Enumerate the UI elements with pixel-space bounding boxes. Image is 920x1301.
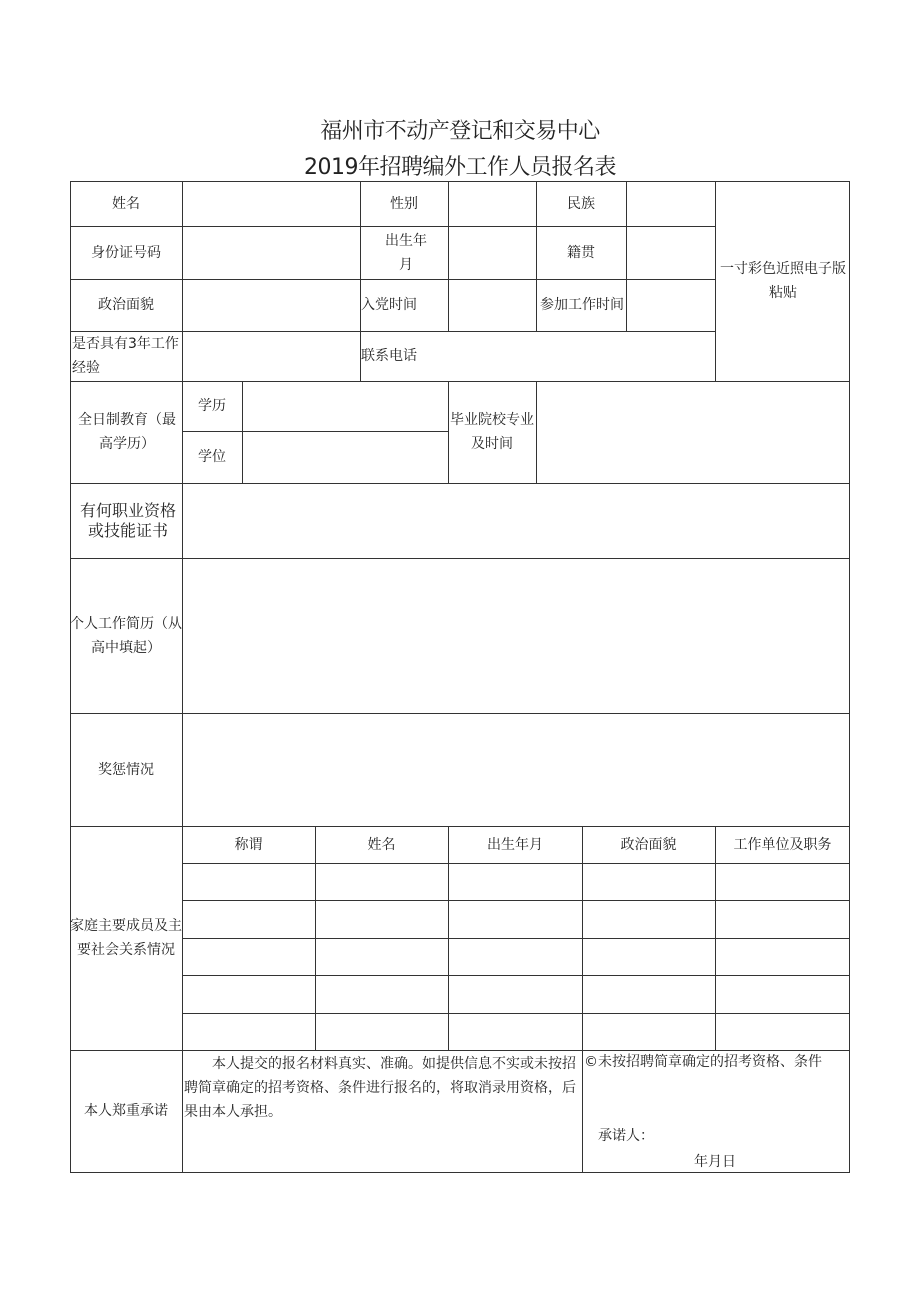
- political-status-field[interactable]: [183, 280, 360, 331]
- family-row[interactable]: [183, 901, 849, 938]
- family-header-birth: 出生年月: [487, 836, 543, 853]
- gender-label: 性别: [390, 195, 418, 212]
- ethnicity-field[interactable]: [627, 182, 715, 226]
- pledge-label: 本人郑重承诺: [84, 1103, 168, 1119]
- resume-field[interactable]: [183, 559, 849, 713]
- degree-field[interactable]: [243, 432, 448, 483]
- certificates-label: 有何职业资格或技能证书: [79, 500, 176, 540]
- pledge-text: 本人提交的报名材料真实、准确。如提供信息不实或未按招聘简章确定的招考资格、条件进行报名的，将取消录用资格，后果由本人承担。: [184, 1056, 576, 1120]
- registration-form: [70, 181, 850, 1173]
- family-header-name: 姓名: [367, 836, 396, 853]
- school-major-time-label: 毕业院校专业及时间: [450, 412, 534, 452]
- family-header-relation: 称谓: [234, 836, 263, 853]
- family-row[interactable]: [183, 939, 849, 975]
- family-header-employer: 工作单位及职务: [733, 836, 832, 853]
- degree-level-label: 学历: [198, 398, 226, 414]
- awards-label: 奖惩情况: [98, 761, 154, 778]
- form-title-line1: 福州市不动产登记和交易中心: [320, 119, 600, 144]
- resume-label: 个人工作简历（从高中填起）: [70, 615, 182, 656]
- party-join-time-label: 入党时间: [361, 297, 417, 313]
- family-row[interactable]: [183, 976, 849, 1013]
- id-number-label: 身份证号码: [91, 244, 161, 261]
- family-header-political: 政治面貌: [620, 836, 677, 853]
- name-label: 姓名: [112, 195, 140, 212]
- name-field[interactable]: [183, 182, 360, 226]
- pledge-signer-label: 承诺人：: [598, 1128, 654, 1144]
- phone-field[interactable]: [449, 332, 715, 381]
- gender-field[interactable]: [449, 182, 536, 226]
- family-row[interactable]: [183, 864, 849, 900]
- school-major-time-field[interactable]: [537, 382, 849, 483]
- work-start-time-field[interactable]: [627, 280, 715, 331]
- three-year-exp-label: 是否具有3年工作经验: [72, 336, 179, 376]
- birth-field[interactable]: [449, 227, 536, 279]
- degree-level-field[interactable]: [243, 382, 448, 431]
- three-year-exp-field[interactable]: [183, 332, 360, 381]
- id-number-field[interactable]: [183, 227, 360, 279]
- pledge-text-right: ©未按招聘简章确定的招考资格、条件: [584, 1054, 822, 1070]
- phone-label: 联系电话: [361, 348, 417, 364]
- political-status-label: 政治面貌: [98, 297, 154, 313]
- fulltime-edu-label: 全日制教育（最高学历）: [78, 412, 176, 452]
- pledge-date-label: 年月日: [694, 1154, 736, 1170]
- native-place-field[interactable]: [627, 227, 715, 279]
- native-place-label: 籍贯: [567, 244, 595, 261]
- certificates-field[interactable]: [183, 484, 849, 558]
- form-title-line2: 2019年招聘编外工作人员报名表: [304, 155, 616, 180]
- party-join-time-field[interactable]: [449, 280, 536, 331]
- degree-label: 学位: [198, 449, 226, 465]
- photo-placeholder[interactable]: 一寸彩色近照电子版粘贴: [720, 261, 846, 301]
- family-row[interactable]: [183, 1014, 849, 1050]
- awards-field[interactable]: [183, 714, 849, 826]
- work-start-time-label: 参加工作时间: [540, 297, 624, 313]
- family-label: 家庭主要成员及主要社会关系情况: [70, 918, 182, 958]
- birth-label: 出生年月: [385, 232, 427, 273]
- ethnicity-label: 民族: [567, 195, 595, 212]
